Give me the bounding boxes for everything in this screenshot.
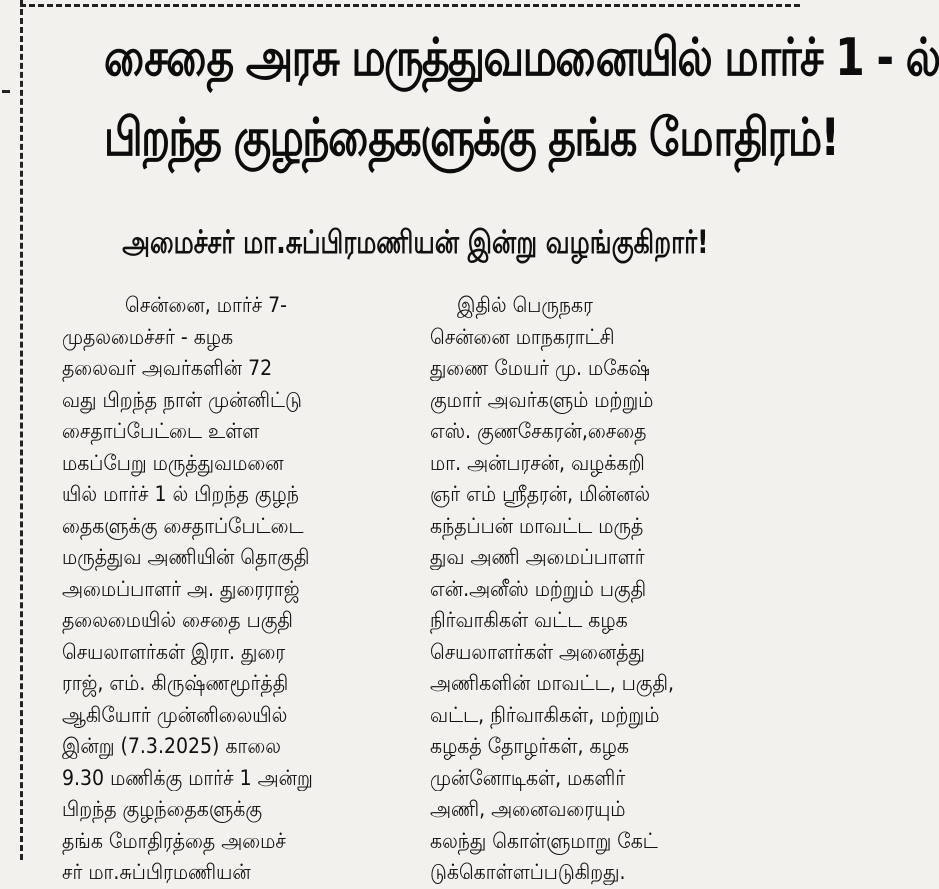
- right-line: நிர்வாகிகள் வட்ட கழக: [430, 608, 628, 632]
- left-line: சென்னை, மார்ச் 7-: [125, 293, 288, 317]
- left-line: தலைமையில் சைதை பகுதி: [62, 608, 293, 632]
- left-line: சைதாப்பேட்டை உள்ள: [62, 419, 260, 443]
- left-line: இன்று (7.3.2025) காலை: [62, 734, 281, 758]
- right-line: குமார் அவர்களும் மற்றும்: [430, 387, 654, 412]
- right-line: எஸ். குணசேகரன்,சைதை: [430, 419, 647, 443]
- subheadline: அமைச்சர் மா.சுப்பிரமணியன் இன்று வழங்குகிறார்!: [122, 223, 709, 261]
- left-line: தலைவர் அவர்களின் 72: [62, 356, 273, 380]
- left-line: சர் மா.சுப்பிரமணியன்: [62, 860, 251, 884]
- left-line: பிறந்த குழந்தைகளுக்கு: [62, 797, 263, 821]
- side-mark: [2, 90, 10, 93]
- top-dashed-border: [20, 4, 800, 7]
- left-line: 9.30 மணிக்கு மார்ச் 1 அன்று: [62, 765, 313, 790]
- right-line: அணி, அனைவரையும்: [430, 797, 626, 821]
- right-line: டுக்கொள்ளப்படுகிறது.: [430, 860, 626, 884]
- left-line: ராஜ், எம். கிருஷ்ணமூர்த்தி: [62, 671, 289, 695]
- left-line: மகப்பேறு மருத்துவமனை: [62, 450, 284, 475]
- left-line: தைகளுக்கு சைதாப்பேட்டை: [62, 513, 304, 538]
- right-column: [430, 290, 790, 889]
- right-line: என்.அனீஸ் மற்றும் பகுதி: [430, 576, 647, 601]
- right-line: இதில் பெருநகர: [457, 293, 593, 317]
- left-column: [62, 290, 407, 889]
- left-line: முதலமைச்சர் - கழக: [62, 324, 234, 349]
- right-line: கழகத் தோழர்கள், கழக: [430, 734, 629, 758]
- left-line: செயலாளர்கள் இரா. துரை: [62, 639, 286, 664]
- right-line: செயலாளர்கள் அனைத்து: [430, 639, 645, 664]
- headline-line-2: பிறந்த குழந்தைகளுக்கு தங்க மோதிரம்!: [103, 108, 839, 168]
- left-line: ஆகியோர் முன்னிலையில்: [62, 702, 288, 727]
- right-line: அணிகளின் மாவட்ட, பகுதி,: [430, 671, 674, 695]
- right-line: முன்னோடிகள், மகளிர்: [430, 765, 626, 790]
- right-line: துணை மேயர் மு. மகேஷ்: [430, 356, 650, 380]
- left-line: வது பிறந்த நாள் முன்னிட்டு: [62, 387, 302, 412]
- left-line: அமைப்பாளர் அ. துரைராஜ்: [62, 576, 300, 601]
- left-line: மருத்துவ அணியின் தொகுதி: [62, 545, 310, 569]
- headline: [36, 18, 939, 178]
- right-line: மா. அன்பரசன், வழக்கறி: [430, 450, 645, 475]
- right-line: கந்தப்பன் மாவட்ட மருத்: [430, 513, 644, 538]
- left-line: தங்க மோதிரத்தை அமைச்: [62, 828, 286, 853]
- right-line: சென்னை மாநகராட்சி: [430, 324, 615, 349]
- headline-line-1: சைதை அரசு மருத்துவமனையில் மார்ச் 1 - ல்: [103, 28, 939, 88]
- left-dashed-border: [20, 0, 23, 860]
- right-line: வட்ட, நிர்வாகிகள், மற்றும்: [430, 702, 660, 727]
- left-line: யில் மார்ச் 1 ல் பிறந்த குழந்: [62, 482, 299, 506]
- right-line: துவ அணி அமைப்பாளர்: [430, 545, 645, 569]
- right-line: ஞர் எம் ஸ்ரீதரன், மின்னல்: [430, 482, 651, 506]
- right-line: கலந்து கொள்ளுமாறு கேட்: [430, 828, 658, 853]
